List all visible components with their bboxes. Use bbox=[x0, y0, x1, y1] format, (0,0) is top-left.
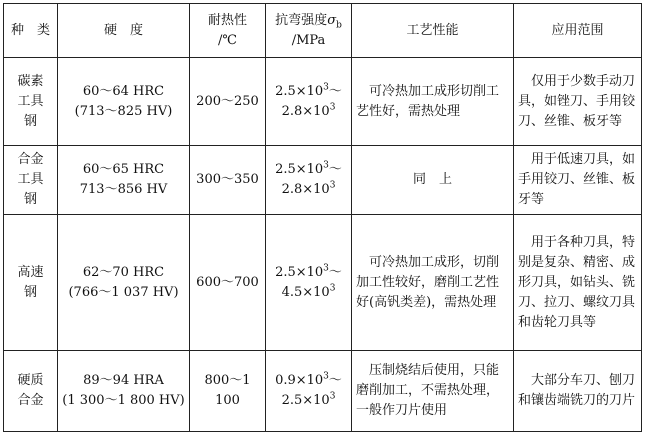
header-strength-label: 抗弯强度 bbox=[275, 12, 328, 28]
header-type: 种 类 bbox=[4, 4, 58, 58]
hardness-line1: 60～65 HRC bbox=[82, 162, 165, 177]
table-row bbox=[4, 351, 642, 432]
strength-exponent-2: 3 bbox=[329, 102, 336, 113]
cell-hardness bbox=[58, 215, 190, 351]
cell-type: 高速 钢 bbox=[4, 215, 58, 351]
cell-strength bbox=[266, 215, 352, 351]
header-heat-resistance bbox=[190, 4, 266, 58]
strength-mantissa-2: 4.5×10 bbox=[281, 284, 330, 300]
table-row bbox=[4, 146, 642, 215]
header-row bbox=[4, 4, 642, 58]
strength-line2 bbox=[270, 180, 347, 200]
cell-process: 可冷热加工成形切削工艺性好，需热处理 bbox=[352, 58, 514, 146]
strength-line2 bbox=[270, 283, 347, 303]
strength-mantissa-1: 0.9×10 bbox=[275, 373, 324, 388]
cell-process: 可冷热加工成形，切削加工性较好，磨削工艺性好(高钒类差)，需热处理 bbox=[352, 215, 514, 351]
strength-line2 bbox=[270, 102, 347, 122]
header-heat-line1: 耐热性 bbox=[207, 12, 247, 28]
cell-application: 用于低速刀具，如手用铰刀、丝锥、板牙等 bbox=[514, 146, 642, 215]
cell-heat: 800～1 100 bbox=[190, 351, 266, 432]
strength-mantissa-1: 2.5×10 bbox=[275, 162, 324, 177]
strength-line1 bbox=[270, 263, 347, 283]
table-row bbox=[4, 58, 642, 146]
cell-strength bbox=[266, 351, 352, 432]
strength-exponent-1: 3 bbox=[323, 371, 329, 382]
strength-line1 bbox=[270, 371, 347, 391]
hardness-line2: (713～825 HV) bbox=[74, 103, 173, 119]
hardness-line1: 62～70 HRC bbox=[82, 264, 165, 280]
strength-tilde: ～ bbox=[328, 162, 342, 177]
hardness-line2: (1 300～1 800 HV) bbox=[62, 393, 185, 408]
cell-type: 合金 工具 钢 bbox=[4, 146, 58, 215]
cell-application: 仅用于少数手动刀具，如锉刀、手用铰刀、丝锥、板牙等 bbox=[514, 58, 642, 146]
header-application: 应用范围 bbox=[514, 4, 642, 58]
cell-process: 同 上 bbox=[352, 146, 514, 215]
table-row bbox=[4, 215, 642, 351]
strength-tilde: ～ bbox=[328, 83, 342, 99]
strength-mantissa-2: 2.8×10 bbox=[281, 182, 330, 197]
strength-exponent-2: 3 bbox=[329, 283, 336, 294]
strength-tilde: ～ bbox=[328, 264, 342, 280]
cell-strength bbox=[266, 146, 352, 215]
strength-line1 bbox=[270, 82, 347, 102]
hardness-line2: (766～1 037 HV) bbox=[68, 284, 179, 300]
strength-mantissa-1: 2.5×10 bbox=[275, 83, 324, 99]
sigma-subscript: b bbox=[336, 20, 342, 31]
tool-materials-table bbox=[3, 3, 642, 432]
cell-hardness bbox=[58, 146, 190, 215]
cell-type: 硬质 合金 bbox=[4, 351, 58, 432]
strength-exponent-2: 3 bbox=[329, 180, 336, 191]
cell-hardness bbox=[58, 351, 190, 432]
cell-heat: 200～250 bbox=[190, 58, 266, 146]
sigma-symbol: σ bbox=[327, 12, 337, 28]
header-hardness: 硬 度 bbox=[58, 4, 190, 58]
header-process: 工艺性能 bbox=[352, 4, 514, 58]
hardness-line1: 89～94 HRA bbox=[83, 373, 164, 388]
header-strength-line2: /MPa bbox=[291, 32, 326, 48]
header-bending-strength bbox=[266, 4, 352, 58]
strength-mantissa-2: 2.8×10 bbox=[281, 103, 330, 119]
strength-exponent-2: 3 bbox=[329, 391, 336, 402]
cell-process: 压制烧结后使用，只能磨削加工，不需热处理，一般作刀片使用 bbox=[352, 351, 514, 432]
strength-mantissa-1: 2.5×10 bbox=[275, 264, 324, 280]
cell-application: 用于各种刀具，特别是复杂、精密、成形刀具，如钻头、铣刀、拉刀、螺纹刀具和齿轮刀具等 bbox=[514, 215, 642, 351]
strength-mantissa-2: 2.5×10 bbox=[281, 393, 330, 408]
cell-heat: 300～350 bbox=[190, 146, 266, 215]
header-strength-line1 bbox=[270, 11, 347, 31]
cell-application: 大部分车刀、刨刀和镶齿端铣刀的刀片 bbox=[514, 351, 642, 432]
strength-tilde: ～ bbox=[328, 373, 342, 388]
strength-exponent-1: 3 bbox=[323, 82, 329, 93]
cell-type: 碳素 工具 钢 bbox=[4, 58, 58, 146]
cell-hardness bbox=[58, 58, 190, 146]
strength-line1 bbox=[270, 160, 347, 180]
strength-exponent-1: 3 bbox=[323, 160, 329, 171]
cell-strength bbox=[266, 58, 352, 146]
header-heat-line2: /℃ bbox=[218, 32, 237, 48]
strength-line2 bbox=[270, 391, 347, 411]
hardness-line2: 713～856 HV bbox=[79, 182, 168, 197]
cell-heat: 600～700 bbox=[190, 215, 266, 351]
hardness-line1: 60～64 HRC bbox=[82, 83, 165, 99]
strength-exponent-1: 3 bbox=[323, 263, 329, 274]
